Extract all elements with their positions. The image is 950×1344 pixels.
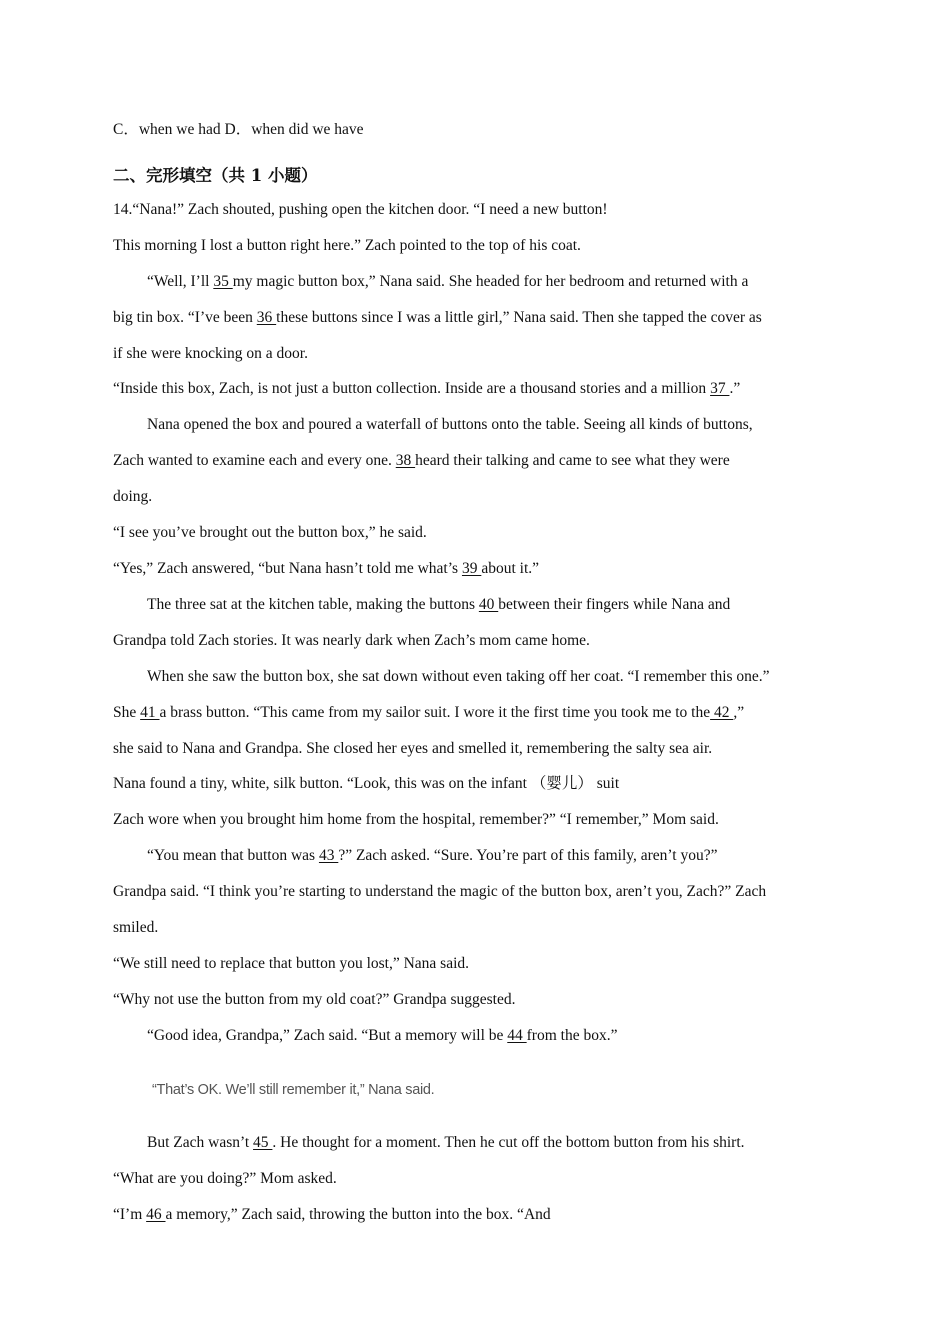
passage-line-1 [113,200,608,220]
option-c-label: C． [113,121,139,138]
passage-text: “Yes,” Zach answered, “but Nana hasn’t told me what’s [113,560,462,577]
blank-43: 43 [318,847,339,864]
passage-text: ,” [733,704,745,721]
passage-line-11 [113,559,539,579]
passage-line-12 [147,595,730,615]
passage-line-14: When she saw the button box, she sat down without even taking off her coat. “I remember this one.” [147,668,770,685]
passage-line-8 [113,451,730,471]
blank-46: 46 [146,1206,166,1223]
option-d-text: when did we have [251,121,364,138]
passage-text: “Inside this box, Zach, is not just a button collection. Inside are a thousand stories and a million [113,380,711,397]
options-line [113,120,364,140]
passage-text: big tin box. “I’ve been [113,309,257,326]
blank-35: 35 [213,273,233,290]
passage-text: about it.” [481,560,540,577]
passage-line-13: Grandpa told Zach stories. It was nearly dark when Zach’s mom came home. [113,632,590,649]
blank-45: 45 [253,1134,273,1151]
passage-text: . He thought for a moment. Then he cut off the bottom button from his shirt. [272,1134,745,1151]
passage-line-2: This morning I lost a button right here.” Zach pointed to the top of his coat. [113,237,581,254]
passage-text: heard their talking and came to see what they were [415,452,730,469]
passage-text: my magic button box,” Nana said. She headed for her bedroom and returned with a [232,273,749,290]
passage-text: ?” Zach asked. “Sure. You’re part of this family, aren’t you?” [338,847,718,864]
question-number: 14. [113,201,133,218]
passage-line-22: “We still need to replace that button you lost,” Nana said. [113,955,470,972]
passage-text: “Well, I’ll [147,273,214,290]
passage-line-26: “What are you doing?” Mom asked. [113,1170,337,1187]
passage-text: a memory,” Zach said, throwing the button into the box. “And [165,1206,551,1223]
passage-line-21: smiled. [113,919,159,936]
embedded-image-text: “That’s OK. We’ll still remember it,” Nana said. [152,1082,435,1098]
passage-line-3 [147,272,748,292]
passage-text: “Nana!” Zach shouted, pushing open the kitchen door. “I need a new button! [132,201,608,218]
passage-line-24 [147,1026,617,1046]
passage-line-10: “I see you’ve brought out the button box,” he said. [113,524,427,541]
passage-line-20: Grandpa said. “I think you’re starting to understand the magic of the button box, aren’t you, Zach?” Zach [113,883,767,900]
passage-line-9: doing. [113,488,153,505]
passage-text: a brass button. “This came from my sailor suit. I wore it the first time you took me to the [159,704,711,721]
section-heading: 二、完形填空（共 1 小题） [113,166,318,185]
blank-39: 39 [461,560,482,577]
passage-line-18: Zach wore when you brought him home from the hospital, remember?” “I remember,” Mom said. [113,811,719,828]
passage-text: The three sat at the kitchen table, making the buttons [147,596,479,613]
blank-37: 37 [710,380,730,397]
passage-text: from the box.” [526,1027,618,1044]
passage-line-5: if she were knocking on a door. [113,345,308,362]
passage-line-17: Nana found a tiny, white, silk button. “Look, this was on the infant （婴儿） suit [113,775,620,792]
passage-line-25 [147,1133,745,1153]
passage-line-7: Nana opened the box and poured a waterfall of buttons onto the table. Seeing all kinds of buttons, [147,416,753,433]
passage-text: She [113,704,141,721]
blank-41: 41 [140,704,160,721]
passage-line-6 [113,379,740,399]
passage-line-16: she said to Nana and Grandpa. She closed her eyes and smelled it, remembering the salty sea air. [113,740,713,757]
passage-text: Zach wanted to examine each and every one. [113,452,396,469]
passage-text: between their fingers while Nana and [498,596,731,613]
blank-38: 38 [395,452,416,469]
blank-40: 40 [478,596,499,613]
passage-line-4 [113,308,762,328]
passage-text: But Zach wasn’t [147,1134,254,1151]
blank-44: 44 [507,1027,527,1044]
passage-text: these buttons since I was a little girl,” Nana said. Then she tapped the cover as [276,309,762,326]
blank-42: 42 [710,704,734,721]
passage-text: “I’m [113,1206,147,1223]
passage-text: “Good idea, Grandpa,” Zach said. “But a memory will be [147,1027,508,1044]
passage-text: .” [729,380,741,397]
option-c-text: when we had [138,121,221,138]
passage-line-19 [147,846,718,866]
passage-line-23: “Why not use the button from my old coat?” Grandpa suggested. [113,991,516,1008]
blank-36: 36 [256,309,277,326]
option-d-label: D． [224,121,252,138]
passage-line-15 [113,703,744,723]
passage-text: “You mean that button was [147,847,319,864]
passage-line-27 [113,1205,551,1225]
